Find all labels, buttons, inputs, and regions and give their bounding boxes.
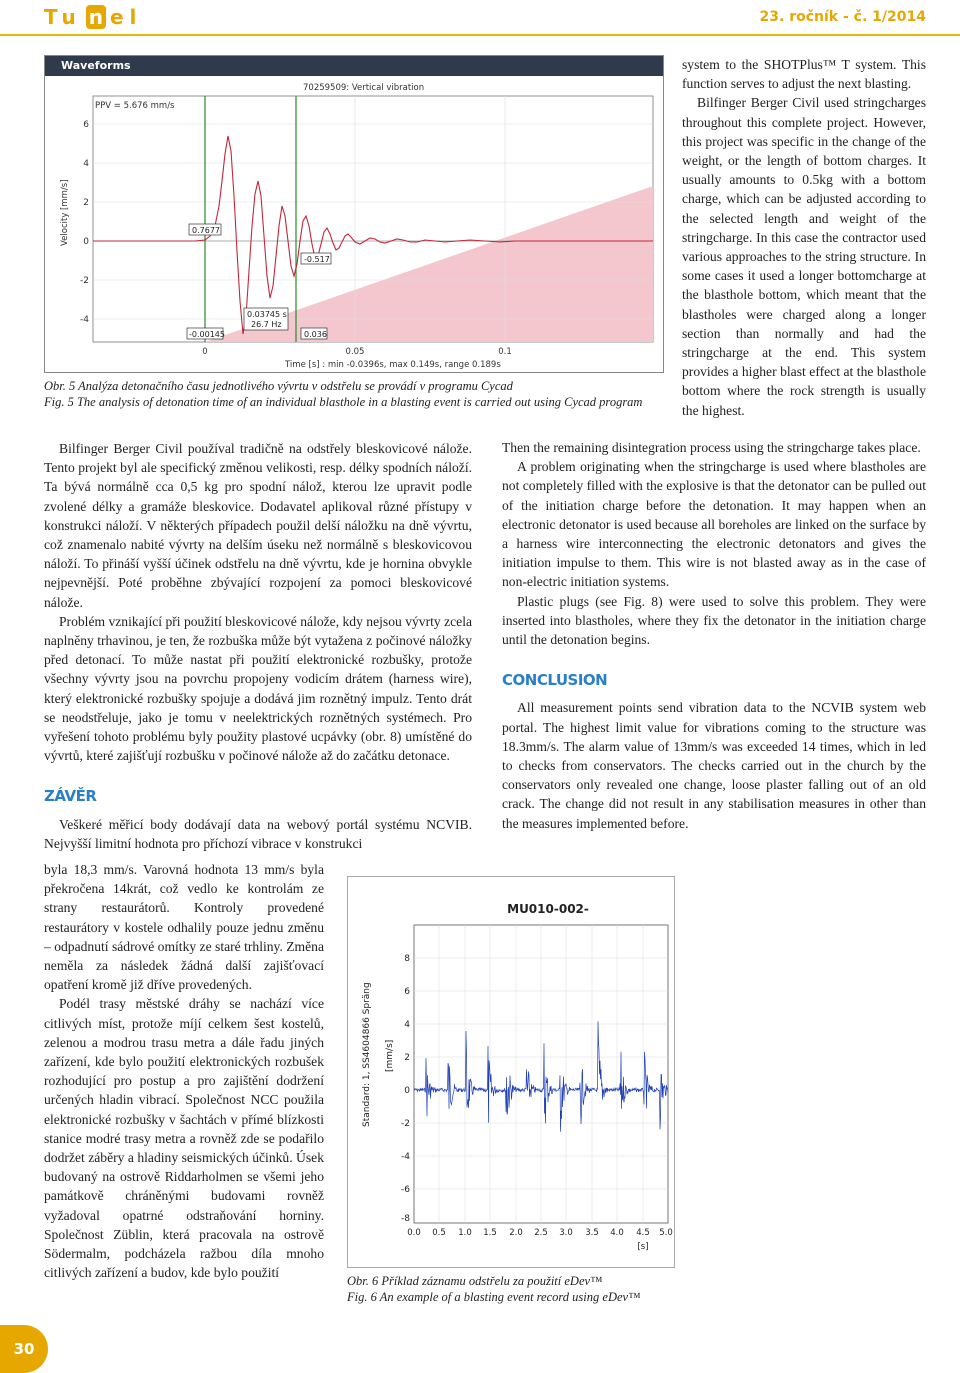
fig6-y-unit: [mm/s] — [385, 1039, 395, 1072]
x-tick: 0.0 — [407, 1228, 421, 1238]
paragraph: Then the remaining disintegration process using the stringcharge takes place. — [502, 440, 921, 455]
x-tick: 5.0 — [659, 1228, 673, 1238]
x-tick: 4.0 — [610, 1228, 624, 1238]
paragraph: Podél trasy městské dráhy se nachází více citlivých míst, protože míjí celkem šest kostelů, zelenou a modrou trasu metra a dále řadu jiných zařízení, kde bylo použití elektronických rozbušek rozhodující pro postup a pro zajištění dodržení určených hladin vibrací. Společnost NCC použila elektronické rozbušky v šachtách v přímé blízkosti stanice modré trasy metra a rovněž zde se podařilo dodržet záběry a hladiny seismických účinků. Úsek budovaný na ostrově Riddarholmen se všemi jeho památkově chráněnými budovami rovněž vyžadoval opatrné odstraňování horniny. Společnost Züblin, která pracovala na ostrově Södermalm, podcházela ražbou díla mnoho citlivých zařízení a budov, kde bylo použití — [44, 996, 324, 1281]
paragraph: Problém vznikající při použití bleskovicové nálože, kdy nejsou vývrty zcela naplněny trhavinou, je ten, že rozbuška může být vytažena z počinové náložky před detonací. To může nastat při použití elektronické rozbušky, protože všechny vývrty jsou na povrchu propojeny vodicím drátem (harness wire), který elektronické rozbušky spojuje a dodává jim roznětný impulz. Tento drát se neodstřeluje, jako je tomu v neelektrických roznětných systémech. Pro vyřešení tohoto problému byly použity plastové ucpávky (obr. 8) umístěné do vývrtů, které zajišťují rozbušku v počinové nálože až do začátku detonace. — [44, 613, 472, 764]
x-tick: 0.5 — [432, 1228, 446, 1238]
x-axis-label: Time [s] : min -0.0396s, max 0.149s, range 0.189s — [285, 360, 501, 370]
caption-en: Fig. 5 The analysis of detonation time of an individual blasthole in a blasting event is carried out using Cycad program — [44, 395, 643, 409]
caption-en: Fig. 6 An example of a blasting event record using eDev™ — [347, 1290, 641, 1304]
figure-6-caption — [347, 1273, 687, 1305]
paragraph: byla 18,3 mm/s. Varovná hodnota 13 mm/s byla překročena 14krát, což vedlo ke kontrolám ze strany restaurátorů. Kontroly provedené restaurátory v kostele odhalily pouze jednu změnu – odpadnutí sádrové omítky ze staré trhliny. Změna neměla za následek žádná další zajišťovací opatření kromě již dříve provedených. — [44, 862, 324, 993]
left-column-narrow — [44, 860, 324, 1282]
edev-plot — [348, 877, 674, 1267]
fig6-side-label: Standard: 1, SS4604866 Spräng — [362, 982, 372, 1127]
heading-zaver: ZÁVĚR — [44, 787, 97, 806]
y-tick: -4 — [80, 315, 89, 325]
y-tick: 8 — [404, 954, 410, 964]
y-axis-label: Velocity [mm/s] — [60, 179, 70, 246]
y-tick: -2 — [401, 1119, 410, 1129]
y-tick: 2 — [83, 198, 89, 208]
annotation-f: 0.036 — [304, 330, 327, 339]
x-tick: 2.0 — [509, 1228, 523, 1238]
tunel-logo: Tu n el — [44, 5, 143, 29]
paragraph: A problem originating when the stringcharge is used where blastholes are not completely filled with the explosive is that the detonator can be pulled out of the initiation charge before the detonation. It may happen when an electronic detonator is used because all boreholes are linked on the surface by a harness wire interconnecting the electronic detonators and gives the initiation impulse to them. This wire is not blasted away as in the case of non-electric initiation systems. — [502, 459, 926, 590]
annotation-b: -0.517 — [304, 255, 330, 264]
x-tick: 0.05 — [345, 347, 365, 357]
figure-6-edev-record — [347, 876, 675, 1268]
paragraph: Bilfinger Berger Civil používal tradičně na odstřely bleskovicové nálože. Tento projekt byl ale specifický změnou velikosti, resp. délky spodních náloží. Ta bývá normálně cca 0,5 kg pro spodní nálož, kterou lze upravit podle zvolené délky a gramáže bleskovice. Dodavatel aplikoval různé přístupy v konstrukci náloží. V některých případech použil delší náložku na dně vývrtu, což znamenalo nabité vývrty na delším úseku než normálně s bleskovicovou náloží. To přináší vyšší účinek odstřelu na dně vývrtu, kde je hornina obvykle nejpevnější. Poté proběhne zbývající rozpojení za pomoci bleskovicové nálože. — [44, 441, 472, 610]
y-tick: -8 — [401, 1214, 410, 1224]
y-tick: -6 — [401, 1185, 410, 1195]
annotation-e: -0.00145 — [189, 330, 225, 339]
annotation-c: 0.03745 s — [247, 310, 287, 319]
paragraph: Bilfinger Berger Civil used stringcharges throughout this complete project. However, this project was specific in the change of the weight, or the length of bottom charges. It usually amounts to 0.5kg with a bottom charge, which can be adjusted according to the selected length and weight of the stringcharge. In this case the contractor used various approaches to the string structure. In some cases it used a longer bottomcharge at the blasthole bottom, which meant that the blastholes were charged along a longer section than normally and had the stringcharge at the end. This system provides a higher blast effect at the blasthole bottom where the rock strength is usually the highest. — [682, 95, 926, 418]
paragraph: Plastic plugs (see Fig. 8) were used to solve this problem. They were inserted into blastholes, where they fix the detonator in the initiation charge until the detonation begins. — [502, 593, 926, 648]
waveforms-titlebar: Waveforms — [45, 56, 663, 76]
figure-5-waveforms — [44, 55, 664, 373]
right-column — [502, 438, 926, 833]
x-tick: 0 — [202, 347, 208, 357]
x-tick: 4.5 — [636, 1228, 650, 1238]
right-top-column — [682, 55, 926, 420]
paragraph: Veškeré měřicí body dodávají data na webový portál systému NCVIB. Nejvyšší limitní hodnota pro příchozí vibrace v konstrukci — [44, 816, 472, 851]
y-tick: 0 — [404, 1086, 410, 1096]
annotation-d: 26.7 Hz — [251, 320, 282, 329]
ppv-label: PPV = 5.676 mm/s — [95, 101, 175, 111]
caption-cz: Obr. 6 Příklad záznamu odstřelu za použití eDev™ — [347, 1274, 603, 1288]
page-number: 30 — [0, 1325, 48, 1373]
left-column — [44, 439, 472, 853]
y-tick: 6 — [404, 987, 410, 997]
figure-5-caption — [44, 378, 664, 410]
issue-label: 23. ročník - č. 1/2014 — [759, 9, 926, 25]
paragraph: system to the SHOTPlus™ T system. This function serves to adjust the next blasting. — [682, 57, 926, 92]
x-tick: 3.5 — [585, 1228, 599, 1238]
x-tick: 0.1 — [498, 347, 512, 357]
y-tick: 6 — [83, 120, 89, 130]
annotation-a: 0.7677 — [192, 226, 220, 235]
y-tick: -4 — [401, 1152, 410, 1162]
x-tick: 1.5 — [483, 1228, 497, 1238]
y-tick: 4 — [404, 1020, 410, 1030]
fig6-title: MU010-002- — [507, 902, 589, 916]
caption-cz: Obr. 5 Analýza detonačního času jednotlivého vývrtu v odstřelu se provádí v programu Cycad — [44, 379, 513, 393]
y-tick: 2 — [404, 1053, 410, 1063]
plot-title: 70259509: Vertical vibration — [303, 83, 425, 93]
paragraph: All measurement points send vibration data to the NCVIB system web portal. The highest limit value for vibrations coming to the structure was 18.3mm/s. The alarm value of 13mm/s was exceeded 14 times, which in led to checks from conservators. The checks carried out in the church by the conservators only revealed one change, loose plaster falling out of an old crack. The change did not result in any stabilisation measures in other than the measures implemented before. — [502, 700, 926, 831]
x-tick: 3.0 — [559, 1228, 573, 1238]
fig6-x-unit: [s] — [637, 1242, 649, 1252]
page-header — [0, 0, 960, 36]
y-tick: 4 — [83, 159, 89, 169]
x-tick: 1.0 — [458, 1228, 472, 1238]
x-tick: 2.5 — [534, 1228, 548, 1238]
waveform-plot — [45, 76, 663, 372]
y-tick: 0 — [83, 237, 89, 247]
heading-conclusion: CONCLUSION — [502, 671, 608, 690]
y-tick: -2 — [80, 276, 89, 286]
